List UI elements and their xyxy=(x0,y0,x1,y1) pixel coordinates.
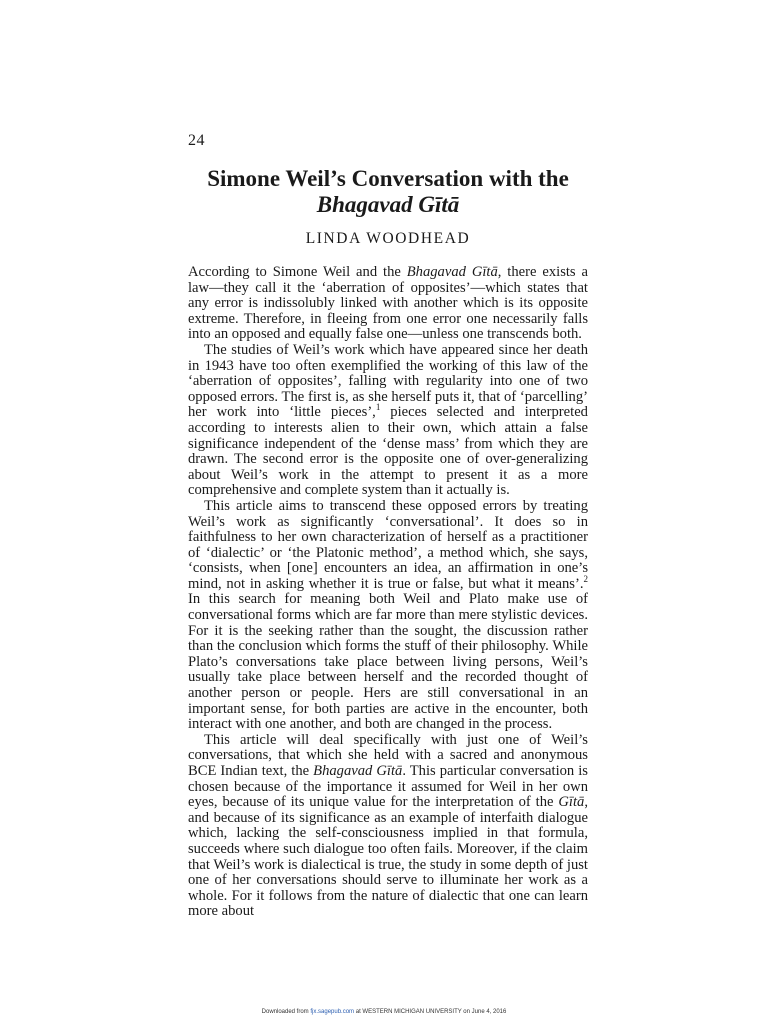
italic-title: Bhagavad Gītā xyxy=(313,763,403,779)
article-title-italic: Bhagavad Gītā xyxy=(316,192,460,217)
text-span: According to Simone Weil and the xyxy=(188,264,407,280)
paragraph-3 xyxy=(188,499,588,733)
paragraph-2 xyxy=(188,343,588,499)
text-span: , and because of its significance as an example of interfaith dialogue which, lacking the self-consciousness implied in that formula, succeeds where such dialogue too often fails. Moreover, if the claim that Weil’s work is dialectical is true, the study in some depth of just one of her conversations should serve to illuminate her work as a whole. For it follows from the nature of dialectic that one can learn more about xyxy=(188,794,588,920)
text-span: In this search for meaning both Weil and Plato make use of conversational forms which are far more than mere stylistic devices. For it is the seeking rather than the sought, the discussion rather than the conclusion which forms the stuff of their philosophy. While Plato’s conversations take place between living persons, Weil’s usually take place between herself and the recorded thought of another person or people. Hers are still conversational in an important sense, for both parties are active in the encounter, both interact with one another, and both are changed in the process. xyxy=(188,591,588,733)
article-body xyxy=(188,265,588,920)
article-header xyxy=(188,166,588,248)
text-span: This article aims to transcend these opposed errors by treating Weil’s work as significantly ‘conversational’. It does so in faithfulness to her own characterization of herself as a practitioner of ‘dialectic’ or ‘the Platonic method’, a method which, she says, ‘consists, when [one] encounters an idea, an affirmation in one’s mind, not in asking whether it is true or false, but what it means’. xyxy=(188,497,588,592)
text-span: pieces selected and interpreted according to interests alien to their own, which attain a false significance independent of the ‘dense mass’ from which they are drawn. The second error is the opposite one of over-generalizing about Weil’s work in the attempt to present it as a more comprehensive and complete system than it actually is. xyxy=(188,404,588,499)
footer-link[interactable]: fjx.sagepub.com xyxy=(310,1009,355,1015)
paragraph-4 xyxy=(188,733,588,920)
footnote-marker-2[interactable]: 2 xyxy=(583,574,588,585)
text-span: , there exists a law—they call it the ‘aberration of opposites’—which states that any error is indissolubly linked with another which is its opposite extreme. Therefore, in fleeing from one error one necessarily falls into an opposed and equally false one—unless one transcends both. xyxy=(188,264,588,343)
text-span: This article will deal specifically with just one of Weil’s conversations, that which she held with a sacred and anonymous BCE Indian text, the xyxy=(188,731,588,779)
footer-suffix: at WESTERN MICHIGAN UNIVERSITY on June 4, 2016 xyxy=(354,1009,507,1015)
text-span: The studies of Weil’s work which have appeared since her death in 1943 have too often exemplified the working of this law of the ‘aberration of opposites’, falling with regularity into one of two opposed errors. The first is, as she herself puts it, that of ‘parcelling’ her work into ‘little pieces’, xyxy=(188,341,588,421)
italic-title: Bhagavad Gītā xyxy=(406,264,498,280)
italic-title: Gītā xyxy=(558,794,585,811)
paragraph-1 xyxy=(188,265,588,343)
footnote-marker-1[interactable]: 1 xyxy=(375,402,381,413)
text-span: . This particular conversation is chosen because of the importance it assumed for Weil in her own eyes, because of its unique value for the interpretation of the xyxy=(188,763,588,811)
article-author: LINDA WOODHEAD xyxy=(305,230,471,247)
page-number: 24 xyxy=(188,132,205,149)
download-footer xyxy=(0,1009,768,1015)
article-title: Simone Weil’s Conversation with the xyxy=(207,166,569,191)
footer-prefix: Downloaded from xyxy=(261,1009,311,1015)
